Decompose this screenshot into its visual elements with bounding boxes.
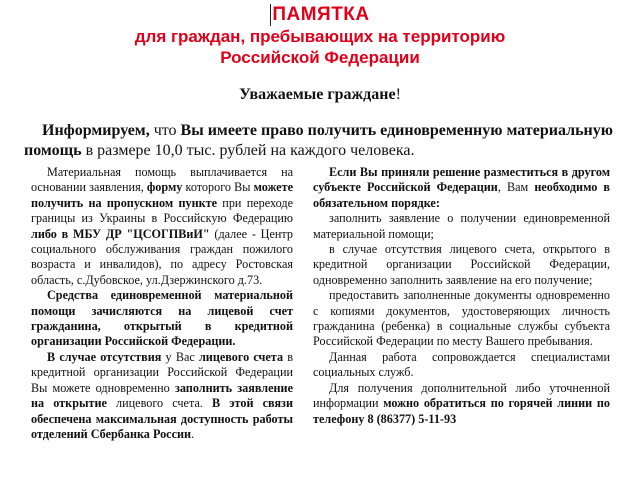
memo-subtitle-line1: для граждан, пребывающих на территорию: [134, 27, 506, 46]
right-paragraph-2: заполнить заявление о получении единовременной материальной помощи;: [313, 211, 610, 241]
greeting-text: Уважаемые граждане: [239, 86, 396, 103]
left-p3-bold-2: лицевого счета: [198, 349, 284, 364]
right-p1-bold-1: Если Вы приняли решение разместиться в другом субъекте Российской Федерации: [313, 165, 610, 195]
left-p3-text-1: у Вас: [161, 349, 199, 364]
right-p1-text-1: , Вам: [497, 180, 535, 195]
right-p1-bold-2: необходимо в обязательном порядке:: [313, 180, 610, 210]
inform-bold-1: Информируем,: [42, 122, 150, 139]
right-p6-bold-1: можно обратиться по горячей линии по телефону 8 (86377) 5-11-93: [313, 396, 610, 426]
greeting-suffix: !: [395, 86, 401, 103]
right-paragraph-5: Данная работа сопровождается специалистами социальных служб.: [313, 349, 610, 380]
inform-bold-2: Вы имеете право получить единовременную материальную помощь: [24, 122, 613, 159]
memo-subtitle-line2: Российской Федерации: [220, 48, 420, 67]
greeting: [0, 86, 640, 104]
left-p3-bold-4: В этой связи обеспечена максимальная доступность работы отделений Сбербанка России: [31, 396, 293, 441]
left-p3-text-2: в кредитной организации Российской Федерации Вы можете одновременно: [31, 349, 293, 395]
left-paragraph-1: [31, 165, 293, 288]
left-p3-bold-1: В случае отсутствия: [47, 349, 162, 364]
right-paragraph-4: предоставить заполненные документы одновременно с копиями документов, удостоверяющих личность гражданина (ребенка) в социальные службы субъекта Российской Федерации по месту Вашего пребывания.: [313, 288, 610, 349]
left-p1-text-3: при переходе границы из Украины в Российскую Федерацию: [31, 195, 293, 226]
left-paragraph-2: [31, 288, 293, 350]
left-p1-bold-1: форму: [146, 180, 183, 195]
right-paragraph-3: в случае отсутствия лицевого счета, открытого в кредитной организации Российской Федерации, одновременно заполнить заявление на его получение;: [313, 242, 610, 287]
inform-paragraph: [24, 121, 624, 161]
left-p1-text-4: (далее - Центр социального обслуживания граждан пожилого возраста и инвалидов), по адресу Ростовская область, с.Дубовское, ул.Дзержинского д.73.: [31, 226, 293, 287]
inform-text-2: в размере 10,0 тыс. рублей на каждого человека.: [81, 142, 415, 159]
right-paragraph-6: [313, 381, 610, 427]
left-p3-text-4: .: [191, 426, 195, 441]
left-p3-text-3: лицевого счета.: [106, 396, 213, 411]
memo-title: ПАМЯТКА: [272, 4, 370, 25]
left-p1-text-2: которого Вы: [182, 180, 254, 195]
left-p1-bold-3: либо в МБУ ДР "ЦСОГПВиИ": [31, 226, 210, 241]
left-paragraph-3: [31, 350, 293, 442]
left-p3-bold-3: заполнить заявление на открытие: [31, 380, 293, 411]
inform-text-1: что: [149, 122, 181, 139]
right-column: [313, 165, 610, 427]
left-p1-text-1: Материальная помощь выплачивается на основании заявления,: [31, 165, 293, 195]
left-column: [31, 165, 293, 442]
right-paragraph-1: [313, 165, 610, 211]
memo-header: [0, 4, 640, 68]
left-p2-bold: Средства единовременной материальной помощи зачисляются на лицевой счет гражданина, открытый в кредитной организации Российской Федерации.: [31, 288, 293, 349]
left-p1-bold-2: можете получить на пропускном пункте: [31, 180, 293, 210]
right-p6-text-1: Для получения дополнительной либо уточненной информации: [313, 380, 610, 411]
